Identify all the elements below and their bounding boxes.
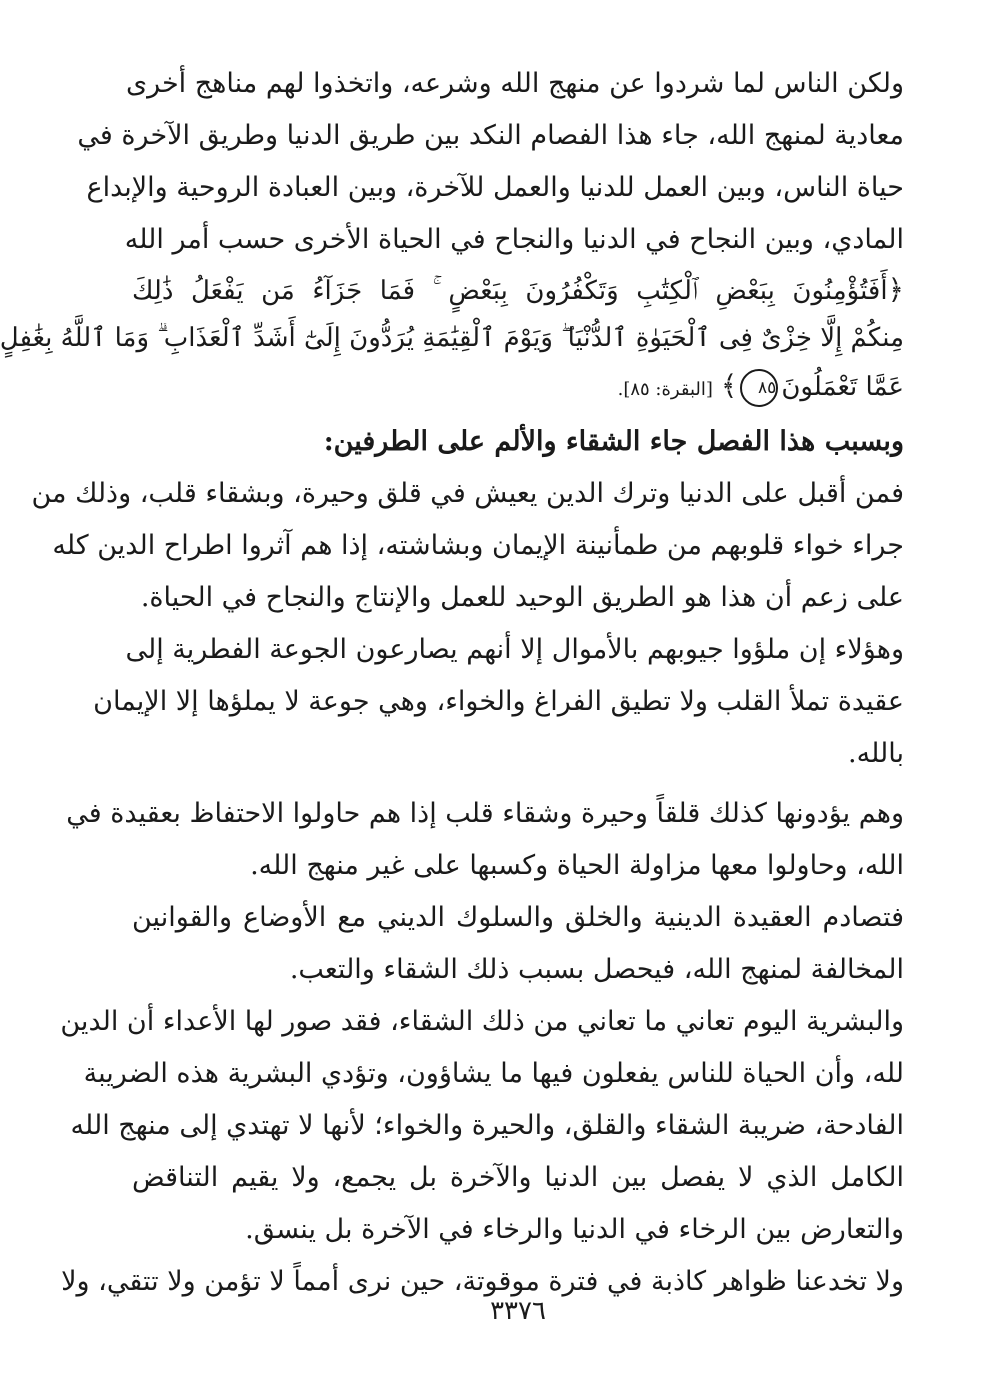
- quran-text: عَمَّا تَعْمَلُونَ: [781, 372, 904, 402]
- paragraph: [93, 624, 904, 780]
- paragraph: [132, 892, 904, 996]
- text-line: فمن أقبل على الدنيا وترك الدين يعيش في قلق وحيرة، وبشقاء قلب، وذلك من: [31, 478, 904, 509]
- quran-line: [132, 266, 904, 314]
- quran-quote: [0, 266, 904, 410]
- paragraph: [31, 468, 904, 624]
- text-line: والبشرية اليوم تعاني ما تعاني من ذلك الشقاء، فقد صور لها الأعداء أن الدين: [60, 1006, 904, 1037]
- ayah-number-badge: ٨٥: [740, 369, 778, 407]
- text-line: المادي، وبين النجاح في الدنيا والنجاح في الحياة الأخرى حسب أمر الله: [124, 224, 904, 255]
- text-line: بالله.: [848, 738, 904, 769]
- text-line: الله، وحاولوا معها مزاولة الحياة وكسبها على غير منهج الله.: [250, 850, 904, 881]
- text-line: معادية لمنهج الله، جاء هذا الفصام النكد بين طريق الدنيا وطريق الآخرة في: [77, 120, 904, 151]
- text-line: وهؤلاء إن ملؤوا جيوبهم بالأموال إلا أنهم يصارعون الجوعة الفطرية إلى: [125, 634, 904, 665]
- quran-line: مِنكُمْ إِلَّا خِزْىٌ فِى ٱلْحَيَوٰةِ ٱلدُّنْيَا ۖ وَيَوْمَ ٱلْقِيَٰمَةِ يُرَدُّونَ إِلَىٰٓ أَشَدِّ ٱلْعَذَابِ ۗ وَمَا ٱللَّهُ بِغَٰفِلٍ: [0, 323, 904, 353]
- text-line: جراء خواء قلوبهم من طمأنينة الإيمان وبشاشته، إذا هم آثروا اطراح الدين كله: [52, 530, 904, 561]
- text-line: عقيدة تملأ القلب ولا تطيق الفراغ والخواء، وهي جوعة لا يملؤها إلا الإيمان: [93, 686, 904, 717]
- text-line: المخالفة لمنهج الله، فيحصل بسبب ذلك الشقاء والتعب.: [289, 954, 904, 985]
- text-line: الكامل الذي لا يفصل بين الدنيا والآخرة بل يجمع، ولا يقيم التناقض: [132, 1162, 904, 1193]
- page-body: [0, 58, 904, 1308]
- section-heading: وبسبب هذا الفصل جاء الشقاء والألم على الطرفين:: [323, 426, 904, 457]
- text-line: والتعارض بين الرخاء في الدنيا والرخاء في الآخرة بل ينسق.: [245, 1214, 904, 1245]
- text-line: لله، وأن الحياة للناس يفعلون فيها ما يشاؤون، وتؤدي البشرية هذه الضريبة: [83, 1058, 904, 1089]
- quran-open-bracket: ﴿: [887, 273, 904, 306]
- text-line: فتصادم العقيدة الدينية والخلق والسلوك الديني مع الأوضاع والقوانين: [132, 902, 904, 933]
- paragraph: [60, 996, 904, 1256]
- text-line: على زعم أن هذا هو الطريق الوحيد للعمل والإنتاج والنجاح في الحياة.: [140, 582, 904, 613]
- text-line: حياة الناس، وبين العمل للدنيا والعمل للآخرة، وبين العبادة الروحية والإبداع: [86, 172, 904, 203]
- quran-close-bracket: ﴾: [720, 369, 738, 402]
- paragraph: [77, 58, 904, 266]
- text-line: ولا تخدعنا ظواهر كاذبة في فترة موقوتة، حين نرى أمماً لا تؤمن ولا تتقي، ولا: [61, 1266, 904, 1297]
- text-line: وهم يؤدونها كذلك قلقاً وحيرة وشقاء قلب إذا هم حاولوا الاحتفاظ بعقيدة في: [66, 798, 904, 829]
- text-line: ولكن الناس لما شردوا عن منهج الله وشرعه، واتخذوا لهم مناهج أخرى: [125, 68, 904, 99]
- quran-line: [132, 362, 904, 410]
- page-number: ٣٣٧٦: [490, 1296, 546, 1326]
- quran-reference: [البقرة: ٨٥].: [617, 379, 713, 400]
- text-line: الفادحة، ضريبة الشقاء والقلق، والحيرة والخواء؛ لأنها لا تهتدي إلى منهج الله: [70, 1110, 904, 1141]
- paragraph: [66, 788, 904, 892]
- quran-text: أَفَتُؤْمِنُونَ بِبَعْضِ ٱلْكِتَٰبِ وَتَكْفُرُونَ بِبَعْضٍ ۚ فَمَا جَزَآءُ مَن يَفْعَلُ ذَٰلِكَ: [132, 276, 888, 306]
